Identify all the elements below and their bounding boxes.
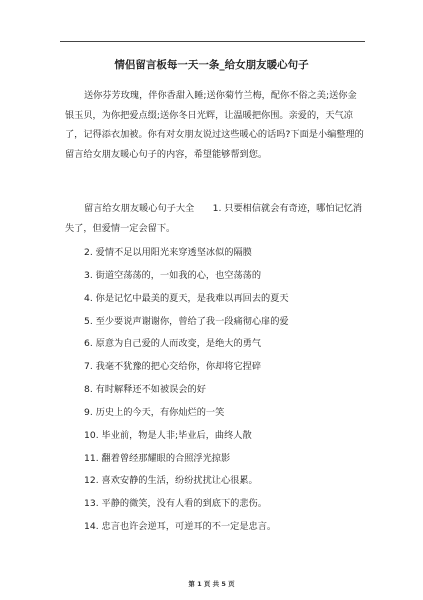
list-item: 10. 毕业前，物是人非;毕业后，曲终人散	[84, 429, 252, 441]
page-footer: 第 1 页 共 5 页	[188, 580, 235, 588]
intro-paragraph: 送你芬芳玫瑰，伴你香甜入睡;送你菊竹兰梅，配你不俗之美;送你金银玉贝，为你把爱点缀;送你冬日光辉，让温暖把你围。亲爱的，天气凉了，记得添衣加被。你有对女朋友说过这些暖心的话吗?下面是小编整理的留言给女朋友暖心句子的内容，希望能够帮到您。	[65, 90, 364, 160]
list-item: 13. 平静的微笑，没有人看的到底下的悲伤。	[84, 498, 267, 510]
list-item: 5. 至少要说声谢谢你，曾给了我一段痛彻心扉的爱	[84, 315, 289, 327]
list-item: 14. 忠言也许会逆耳，可逆耳的不一定是忠言。	[84, 521, 277, 533]
list-item: 9. 历史上的今天，有你灿烂的一笑	[84, 406, 225, 418]
list-item: 2. 爱情不足以用阳光来穿透坚冰似的隔膜	[84, 247, 252, 258]
list-item: 3. 街道空荡荡的，一如我的心，也空荡荡的	[84, 269, 262, 281]
list-item: 11. 翻着曾经那耀眼的合照浮光掠影	[84, 452, 231, 464]
list-item: 7. 我毫不犹豫的把心交给你，你却将它捏碎	[84, 361, 262, 373]
list-item: 6. 原意为自己爱的人而改变，是绝大的勇气	[84, 338, 262, 350]
list-item: 8. 有时解释还不如被误会的好	[84, 384, 206, 396]
document-title: 情侣留言板每一天一条_给女朋友暖心句子	[114, 59, 309, 71]
list-item: 12. 喜欢安静的生活，纷纷扰扰让心很累。	[84, 475, 258, 487]
quote-list	[84, 242, 289, 539]
section-intro-paragraph: 留言给女朋友暖心句子大全 1. 只要相信就会有奇迹，哪怕记忆消失了，但爱情一定会留下。	[65, 203, 363, 234]
header-rule	[60, 41, 365, 42]
list-item: 4. 你是记忆中最美的夏天，是我难以再回去的夏天	[84, 292, 289, 304]
